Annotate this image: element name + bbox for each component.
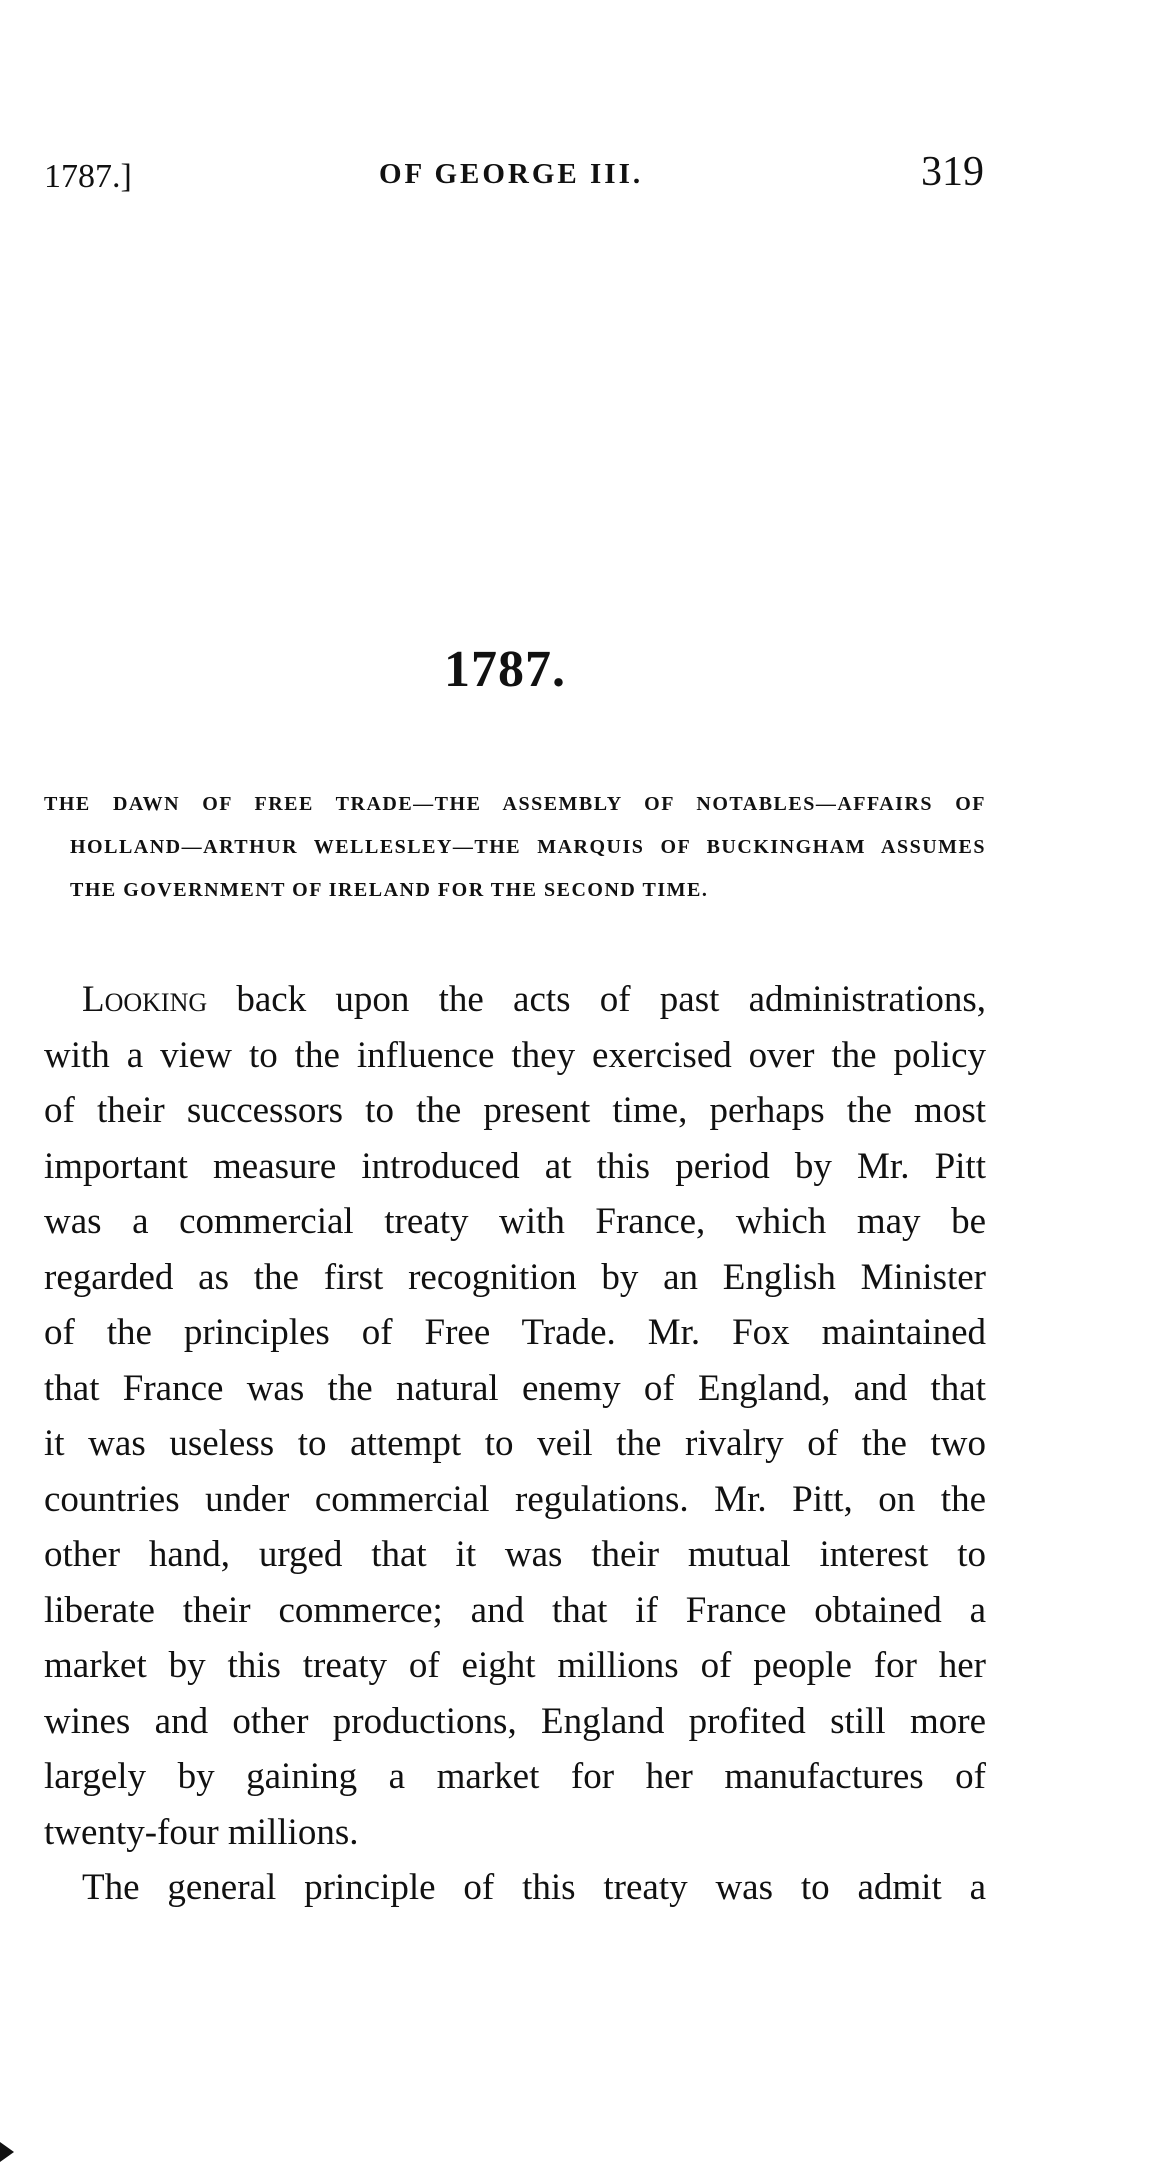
paragraph-line: countries under commercial regulations. Mr. Pitt, on the — [44, 1478, 986, 1520]
paragraph-lead-word: Looking — [82, 979, 208, 1020]
paragraph-line: wines and other productions, England profited still more — [44, 1700, 986, 1742]
chapter-summary-line: THE DAWN OF FREE TRADE—THE ASSEMBLY OF NOTABLES—AFFAIRS OF — [44, 793, 986, 815]
chapter-summary-line: THE GOVERNMENT OF IRELAND FOR THE SECOND TIME. — [70, 879, 709, 901]
paragraph-1 — [44, 972, 986, 1860]
paragraph-line: twenty-four millions. — [44, 1811, 359, 1853]
chapter-year-heading: 1787. — [444, 641, 566, 698]
running-head — [44, 148, 984, 198]
page-corner-arrow-icon — [0, 2142, 14, 2162]
paragraph-line: that France was the natural enemy of England, and that — [44, 1367, 986, 1409]
running-head-title: OF GEORGE III. — [379, 158, 644, 190]
paragraph-line: regarded as the first recognition by an English Minister — [44, 1256, 986, 1298]
paragraph-line: The general principle of this treaty was to admit a — [82, 1867, 986, 1908]
paragraph-line: market by this treaty of eight millions of people for her — [44, 1645, 986, 1686]
paragraph-line: it was useless to attempt to veil the rivalry of the two — [44, 1423, 986, 1464]
page-number: 319 — [921, 149, 984, 195]
paragraph-line: of the principles of Free Trade. Mr. Fox maintained — [44, 1312, 986, 1353]
paragraph-2 — [44, 1860, 986, 1916]
paragraph-line: with a view to the influence they exercised over the policy — [44, 1034, 986, 1076]
paragraph-line: of their successors to the present time, perhaps the most — [44, 1090, 986, 1131]
paragraph-line: other hand, urged that it was their mutual interest to — [44, 1534, 986, 1575]
chapter-summary-line: HOLLAND—ARTHUR WELLESLEY—THE MARQUIS OF BUCKINGHAM ASSUMES — [70, 836, 986, 858]
body-text — [44, 972, 986, 1916]
paragraph-line-text: back upon the acts of past administrations, — [207, 979, 986, 1020]
paragraph-line: liberate their commerce; and that if France obtained a — [44, 1589, 986, 1631]
paragraph-line — [44, 972, 986, 1028]
paragraph-line: was a commercial treaty with France, which may be — [44, 1201, 986, 1242]
running-head-year: 1787.] — [44, 158, 132, 195]
chapter-summary — [44, 783, 986, 912]
paragraph-line: largely by gaining a market for her manufactures of — [44, 1756, 986, 1797]
paragraph-line: important measure introduced at this period by Mr. Pitt — [44, 1145, 986, 1187]
